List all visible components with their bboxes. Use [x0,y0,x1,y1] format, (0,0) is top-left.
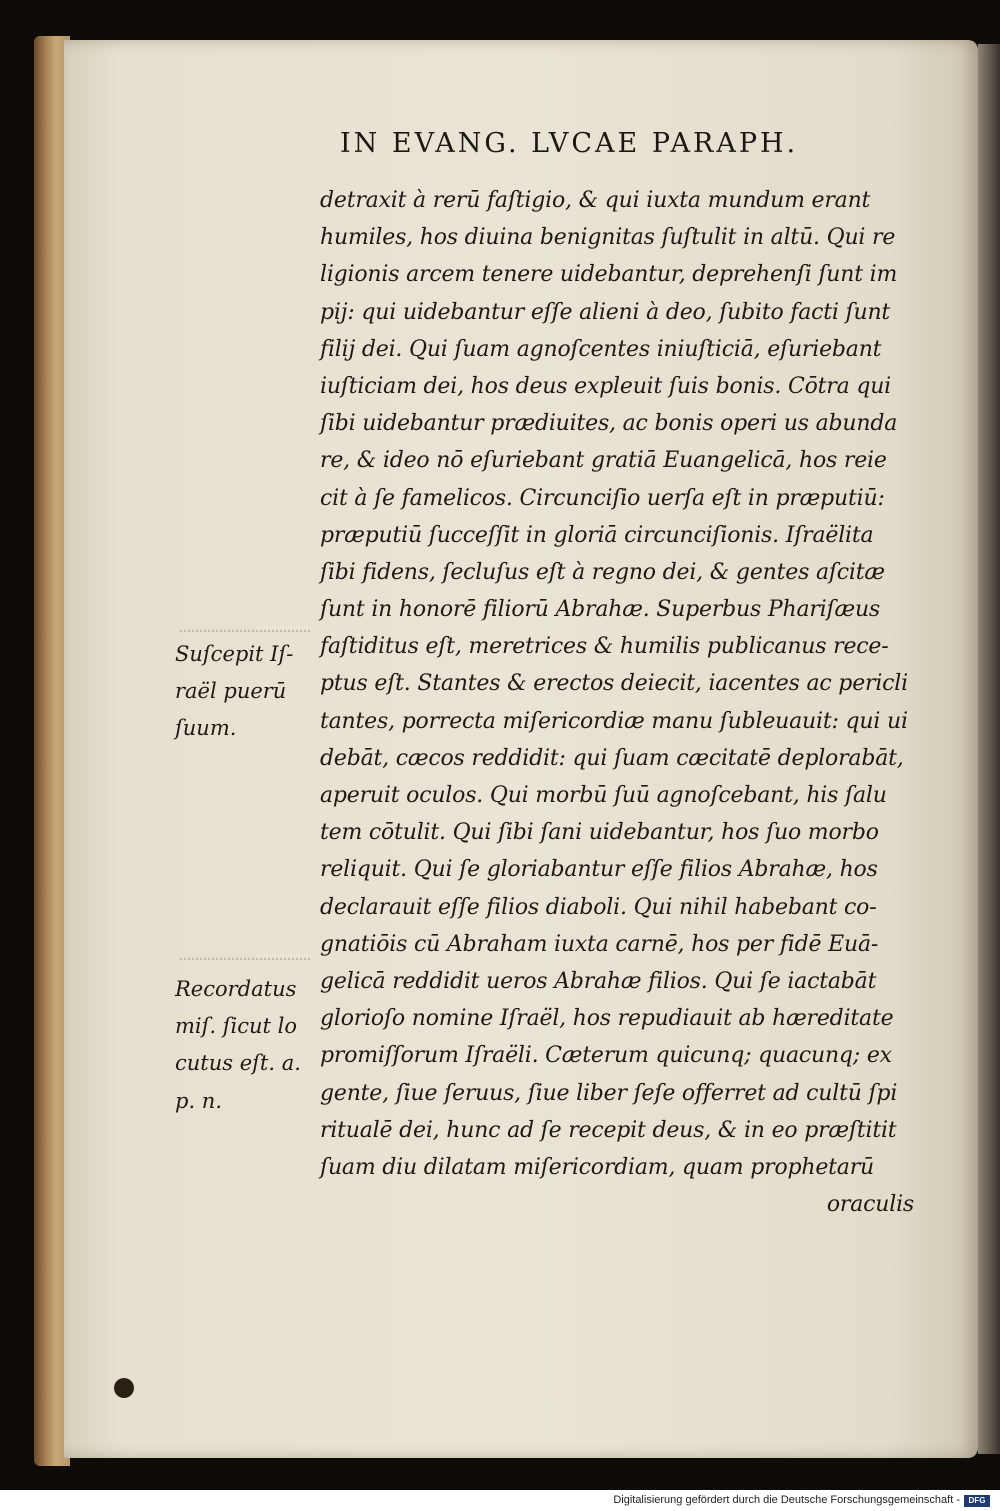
text-line: tantes, porrecta miſericordiæ manu ſubleuauit: qui ui [320,708,908,734]
margin-note-line: Suſcepit Iſ- [175,642,294,666]
text-line: ptus eſt. Stantes & erectos deiecit, iacentes ac pericli [320,671,908,697]
margin-note-line: raël puerū [175,679,287,704]
text-line: gnatiōis cū Abraham iuxta carnē, hos per fidē Euā- [320,931,879,957]
margin-note-line: ſuum. [175,716,237,741]
text-line: cit à ſe famelicos. Circunciſio uerſa eſt in præputiū: [320,485,885,511]
text-line: iuſticiam dei, hos deus expleuit ſuis bonis. Cōtra qui [320,373,892,399]
text-line: re, & ideo nō eſuriebant gratiā Euangelicā, hos reie [320,448,887,474]
text-line: debāt, cæcos reddidit: qui ſuam cæcitatē deplorabāt, [320,745,904,771]
dfg-logo: DFG [964,1495,990,1507]
margin-note-suscepit [175,636,315,748]
margin-guide-dots [180,630,310,632]
text-line: ſunt in honorē filiorū Abrahæ. Superbus Phariſæus [320,597,880,623]
text-line: glorioſo nomine Iſraël, hos repudiauit ab hæreditate [320,1006,894,1032]
text-line: detraxit à rerū faſtigio, & qui iuxta mundum erant [320,188,871,213]
text-line: ſuam diu dilatam miſericordiam, quam prophetarū [320,1154,875,1180]
text-line: humiles, hos diuina benignitas ſuſtulit in altū. Qui re [320,225,896,251]
margin-note-recordatus [175,971,315,1120]
text-line: ſibi uidebantur prædiuites, ac bonis operi us abunda [320,411,898,437]
text-line: pij: qui uidebantur eſſe alieni à deo, ſubito facti ſunt [320,299,891,325]
catchword: oraculis [826,1192,914,1218]
book-gutter [978,44,1000,1454]
margin-guide-dots [180,958,310,960]
text-line: præputiū ſucceſſit in gloriā circunciſionis. Iſraëlita [320,522,874,548]
footer-credit: Digitalisierung gefördert durch die Deutsche Forschungsgemeinschaft - [613,1494,960,1506]
text-line: ligionis arcem tenere uidebantur, deprehenſi ſunt im [320,262,898,288]
text-line: gelicā reddidit ueros Abrahæ filios. Qui ſe iactabāt [320,968,877,994]
text-line: faſtiditus eſt, meretrices & humilis publicanus rece- [320,634,889,660]
margin-note-line: Recordatus [175,977,297,1001]
text-line: tem cōtulit. Qui ſibi ſani uidebantur, hos ſuo morbo [320,820,879,846]
text-line: filij dei. Qui ſuam agnoſcentes iniuſticiā, eſuriebant [320,336,882,362]
running-head: IN EVANG. LVCAE PARAPH. [340,128,799,159]
text-line: reliquit. Qui ſe gloriabantur eſſe filios Abrahæ, hos [320,857,878,883]
margin-note-line: p. n. [175,1088,222,1113]
text-line: declarauit eſſe filios diaboli. Qui nihil habebant co- [320,894,877,920]
text-line: promiſſorum Iſraëli. Cæterum quicunq; quacunq; ex [320,1043,892,1069]
margin-note-line: cutus eſt. a. [175,1051,301,1076]
text-line: ritualē dei, hunc ad ſe recepit deus, & in eo præſtitit [320,1117,897,1143]
text-line: ſibi fidens, ſecluſus eſt à regno dei, & gentes aſcitæ [320,559,885,585]
text-line: aperuit oculos. Qui morbū ſuū agnoſcebant, his ſalu [320,783,887,808]
ink-dot [114,1378,134,1398]
text-line: gente, ſiue ſeruus, ſiue liber ſeſe offerret ad cultū ſpi [320,1080,898,1106]
main-text-block [320,182,920,1223]
margin-note-line: miſ. ſicut lo [175,1014,298,1039]
